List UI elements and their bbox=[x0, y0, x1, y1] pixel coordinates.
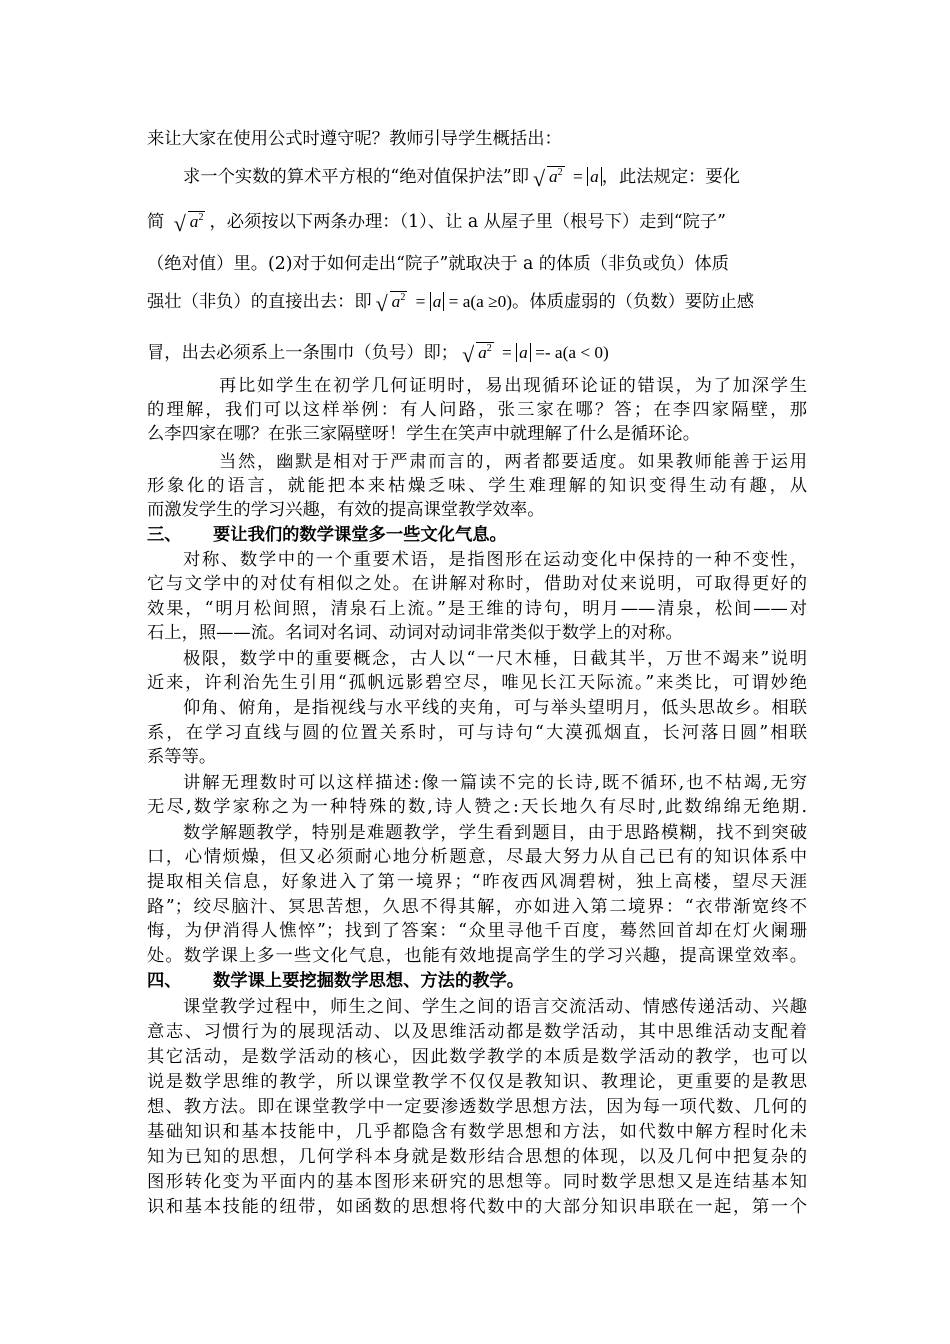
formula-exponent: 2 bbox=[198, 212, 204, 223]
formula-line bbox=[183, 162, 807, 191]
text-run: 。体质虚弱的（负数）要防止感 bbox=[512, 291, 754, 312]
formula-abs: a bbox=[430, 292, 445, 311]
paragraph-line: 意志、习惯行为的展现活动、以及思维活动都是数学活动，其中思维活动支配着 bbox=[147, 1022, 807, 1042]
paragraph-line: 图形转化变为平面内的基本图形来研究的思想等。同时数学思想又是连结基本知 bbox=[147, 1172, 807, 1192]
formula-line bbox=[147, 287, 807, 316]
paragraph-line: 的理解，我们可以这样举例：有人问路，张三家在哪？答；在李四家隔壁，那 bbox=[147, 400, 807, 420]
sqrt-symbol: √ $a^2$ bbox=[533, 165, 563, 191]
formula-condition: =- a(a < 0) bbox=[535, 342, 609, 362]
paragraph-line: 想、教方法。即在课堂教学中一定要渗透数学思想方法，因为每一项代数、几何的 bbox=[147, 1097, 807, 1117]
sqrt-abs-formula bbox=[529, 165, 602, 191]
sqrt-abs-formula: √ $a^2 = a =- a(a < 0)$ bbox=[458, 343, 609, 362]
paragraph-line: 极限，数学中的重要概念，古人以“一尺木棰，日截其半，万世不竭来”说明 bbox=[183, 649, 807, 669]
section-number: 四、 bbox=[147, 971, 182, 991]
paragraph-line: 效果，“明月松间照，清泉石上流。”是王维的诗句，明月——清泉，松间——对 bbox=[147, 599, 807, 619]
section-number: 三、 bbox=[147, 525, 182, 545]
paragraph-line: 来让大家在使用公式时遵守呢？教师引导学生概括出： bbox=[147, 129, 562, 149]
formula-variable: a bbox=[478, 342, 487, 362]
paragraph-line: 仰角、俯角，是指视线与水平线的夹角，可与举头望明月，低头思故乡。相联 bbox=[183, 698, 807, 718]
formula-equals: = bbox=[572, 166, 583, 186]
text-run: 冒，出去必须系上一条围巾（负号）即； bbox=[147, 342, 459, 363]
paragraph-line: 近来，许利治先生引用“孤帆远影碧空尽，唯见长江天际流。”来类比，可谓妙绝 bbox=[147, 673, 807, 693]
formula-line bbox=[147, 207, 807, 236]
paragraph-line: 悔，为伊消得人憔悴”；找到了答案：“众里寻他千百度，蓦然回首却在灯火阑珊 bbox=[147, 921, 807, 941]
paragraph-line: 其它活动，是数学活动的核心，因此数学教学的本质是数学活动的教学，也可以 bbox=[147, 1047, 807, 1067]
section-title: 数学课上要挖掘数学思想、方法的教学。 bbox=[213, 971, 525, 991]
formula-condition: = a(a ≥0) bbox=[448, 291, 513, 311]
paragraph-line: 系等等。 bbox=[147, 747, 217, 767]
paragraph-line: 说是数学思维的教学，所以课堂教学不仅仅是教知识、教理论，更重要的是教思 bbox=[147, 1072, 807, 1092]
paragraph-line: 讲解无理数时可以这样描述:像一篇读不完的长诗,既不循环,也不枯竭,无穷 bbox=[183, 773, 807, 793]
paragraph-line: 对称、数学中的一个重要术语，是指图形在运动变化中保持的一种不变性， bbox=[183, 550, 807, 570]
section-heading bbox=[147, 524, 807, 546]
formula-variable: a bbox=[189, 211, 199, 231]
section-heading bbox=[147, 970, 807, 992]
paragraph-line: 当然，幽默是相对于严肃而言的，两者都要适度。如果教师能善于运用 bbox=[219, 452, 807, 472]
sqrt-formula bbox=[170, 210, 210, 236]
paragraph-line: 处。数学课上多一些文化气息，也能有效地提高学生的学习兴趣，提高课堂效率。 bbox=[147, 946, 807, 966]
paragraph-line: 数学解题教学，特别是难题教学，学生看到题目，由于思路模糊，找不到突破 bbox=[183, 823, 807, 843]
paragraph-line: 系，在学习直线与圆的位置关系时，可与诗句“大漠孤烟直，长河落日圆”相联 bbox=[147, 723, 807, 743]
sqrt-symbol: √ $a^2$ bbox=[173, 210, 204, 236]
paragraph-line: 么李四家在哪？在张三家隔壁呀！学生在笑声中就理解了什么是循环论。 bbox=[147, 424, 701, 444]
paragraph-line: 形象化的语言，就能把本来枯燥乏味、学生难理解的知识变得生动有趣，从 bbox=[147, 476, 807, 496]
formula-abs: a bbox=[516, 343, 531, 362]
section-title: 要让我们的数学课堂多一些文化气息。 bbox=[213, 525, 507, 545]
paragraph-line: 识和基本技能的纽带，如函数的思想将代数中的大部分知识串联在一起，第一个 bbox=[147, 1197, 807, 1217]
text-run: ，此法规定：要化 bbox=[601, 166, 740, 187]
paragraph-line: 路”；绞尽脑汁、冥思苦想，久思不得其解，亦如进入第二境界：“衣带渐宽终不 bbox=[147, 897, 807, 917]
formula-exponent: 2 bbox=[557, 167, 563, 178]
paragraph-line: （绝对值）里。(2)对于如何走出“院子”就取决于 a 的体质（非负或负）体质 bbox=[147, 254, 729, 274]
formula-exponent: 2 bbox=[400, 292, 406, 303]
formula-variable: a bbox=[391, 291, 401, 311]
text-run: ，必须按以下两条办理：（1）、让 a 从屋子里（根号下）走到“院子” bbox=[209, 211, 726, 232]
formula-line bbox=[147, 338, 807, 367]
text-run: 求一个实数的算术平方根的“绝对值保护法”即 bbox=[183, 166, 530, 187]
paragraph-line: 无尽,数学家称之为一种特殊的数,诗人赞之:天长地久有尽时,此数绵绵无绝期. bbox=[147, 797, 807, 817]
paragraph-line: 口，心情烦燥，但又必须耐心地分析题意，尽最大努力从自己已有的知识体系中 bbox=[147, 847, 807, 867]
sqrt-symbol: √ $a^2$ bbox=[375, 290, 406, 316]
text-run: 简 bbox=[147, 211, 165, 232]
formula-exponent: 2 bbox=[486, 343, 492, 354]
formula-abs: a bbox=[587, 167, 602, 186]
formula-variable: a bbox=[549, 166, 558, 186]
paragraph-line: 而激发学生的学习兴趣，有效的提高课堂教学效率。 bbox=[147, 500, 545, 520]
paragraph-line: 课堂教学过程中，师生之间、学生之间的语言交流活动、情感传递活动、兴趣 bbox=[183, 997, 807, 1017]
text-run: 强壮（非负）的直接出去：即 bbox=[147, 291, 372, 312]
paragraph-line: 知为已知的思想，几何学科本身就是数形结合思想的体现，以及几何中把复杂的 bbox=[147, 1147, 807, 1167]
paragraph-line: 基础知识和基本技能中，几乎都隐含有数学思想和方法，如代数中解方程时化未 bbox=[147, 1122, 807, 1142]
paragraph-line: 再比如学生在初学几何证明时，易出现循环论证的错误，为了加深学生 bbox=[219, 376, 807, 396]
sqrt-symbol: √ $a^2$ bbox=[462, 341, 492, 367]
sqrt-abs-formula: √ $a^2 = a = a(a \ge 0)$ bbox=[372, 292, 512, 311]
paragraph-line: 提取相关信息，好象进入了第一境界；“昨夜西风凋碧树，独上高楼，望尽天涯 bbox=[147, 872, 807, 892]
paragraph-line: 石上，照——流。名词对名词、动词对动词非常类似于数学上的对称。 bbox=[147, 623, 683, 643]
paragraph-line: 它与文学中的对仗有相似之处。在讲解对称时，借助对仗来说明，可取得更好的 bbox=[147, 574, 807, 594]
